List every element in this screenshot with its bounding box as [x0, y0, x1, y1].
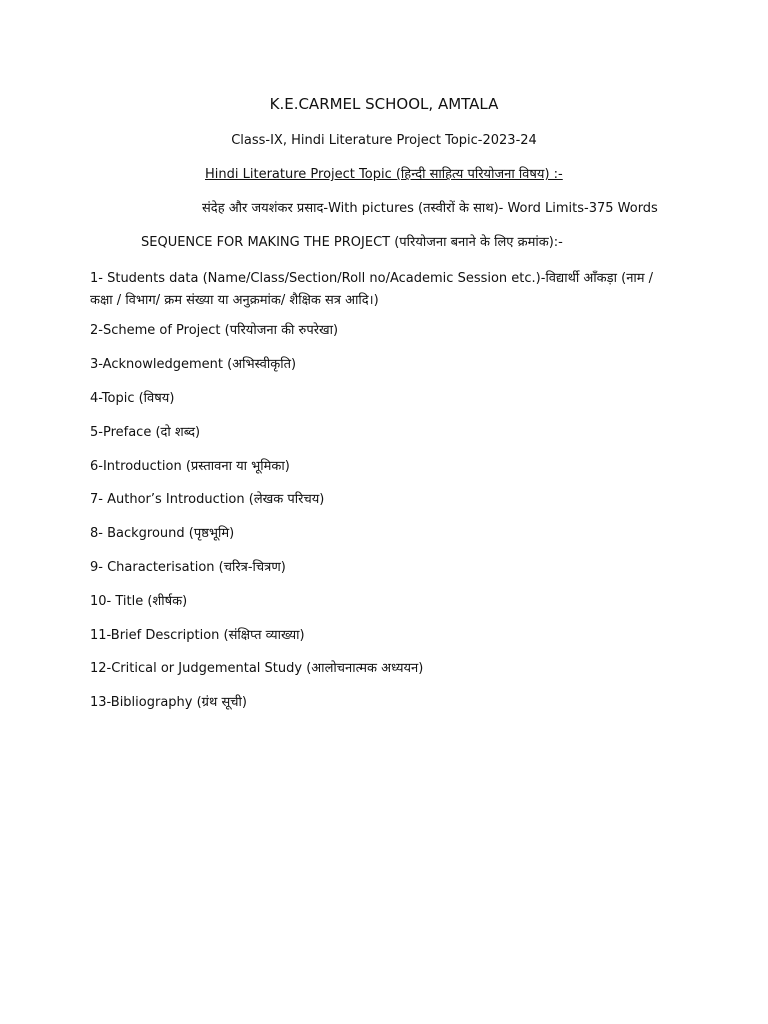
class-subtitle: Class-IX, Hindi Literature Project Topic-2023-24 [231, 133, 537, 148]
list-item-1: 1- Students data (Name/Class/Section/Roll no/Academic Session etc.)-विद्यार्थी आँकड़ा (नाम / कक्षा / विभाग/ क्रम संख्या या अनुक्रमांक/ शैक्षिक सत्र आदि।) [90, 271, 654, 308]
list-item-4: 4-Topic (विषय) [90, 391, 175, 406]
list-item-10: 10- Title (शीर्षक) [90, 594, 188, 609]
list-item-3: 3-Acknowledgement (अभिस्वीकृति) [90, 357, 297, 372]
topic-line: संदेह और जयशंकर प्रसाद-With pictures (तस्वीरों के साथ)- Word Limits-375 Words [202, 201, 658, 216]
list-item-2: 2-Scheme of Project (परियोजना की रुपरेखा) [90, 323, 339, 338]
list-item-6: 6-Introduction (प्रस्तावना या भूमिका) [90, 459, 290, 474]
list-item-5: 5-Preface (दो शब्द) [90, 425, 201, 440]
list-item-12: 12-Critical or Judgemental Study (आलोचनात्मक अध्ययन) [90, 661, 424, 676]
school-title: K.E.CARMEL SCHOOL, AMTALA [269, 95, 499, 113]
list-item-13: 13-Bibliography (ग्रंथ सूची) [90, 695, 247, 710]
list-item-8: 8- Background (पृष्ठभूमि) [90, 526, 235, 541]
list-item-7: 7- Author’s Introduction (लेखक परिचय) [90, 492, 325, 507]
list-item-11: 11-Brief Description (संक्षिप्त व्याख्या) [90, 628, 305, 643]
topic-heading: Hindi Literature Project Topic (हिन्दी साहित्य परियोजना विषय) :- [205, 167, 563, 182]
sequence-heading: SEQUENCE FOR MAKING THE PROJECT (परियोजना बनाने के लिए क्रमांक):- [141, 235, 563, 250]
list-item-9: 9- Characterisation (चरित्र-चित्रण) [90, 560, 286, 575]
